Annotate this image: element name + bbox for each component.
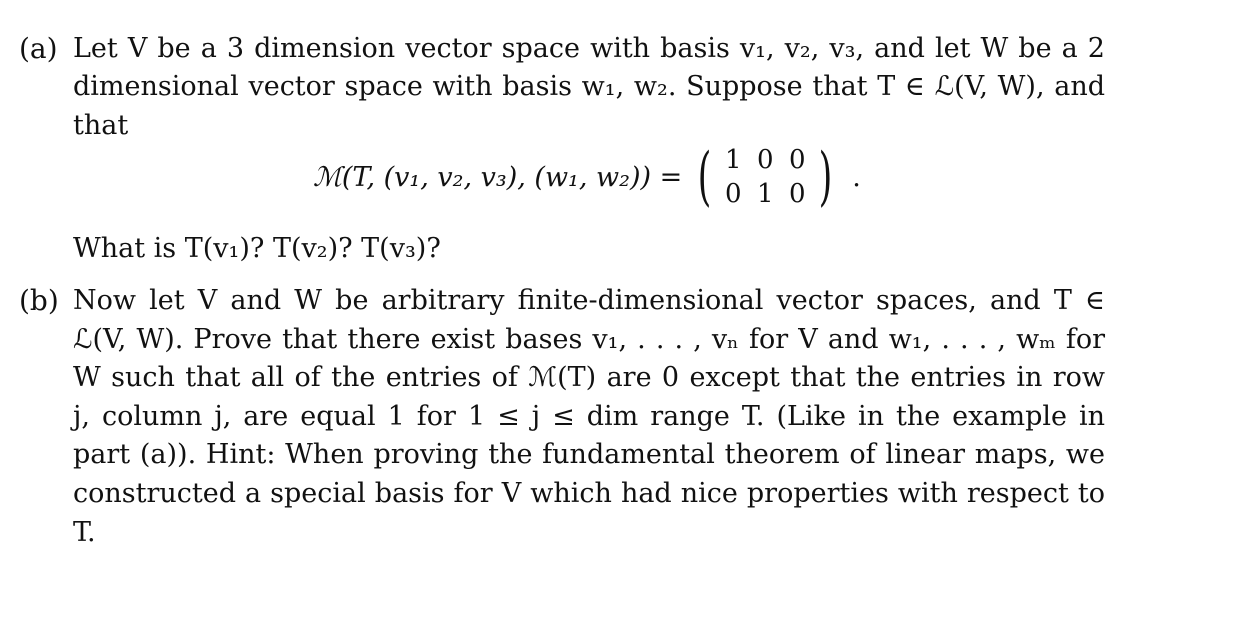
matrix-cell: 1 xyxy=(724,145,742,175)
matrix-cell: 1 xyxy=(756,179,774,209)
display-period: . xyxy=(852,161,861,193)
matrix-cell: 0 xyxy=(788,145,806,175)
right-paren: ) xyxy=(818,140,833,214)
matrix-cell: 0 xyxy=(756,145,774,175)
part-b-line-7: T. xyxy=(73,517,96,548)
part-a-line-1: Let V be a 3 dimension vector space with basis v₁, v₂, v₃, and let W be a 2 xyxy=(73,33,1105,64)
matrix xyxy=(692,141,838,213)
part-a-line-3: that xyxy=(73,110,129,141)
part-b-line-1: Now let V and W be arbitrary finite-dimensional vector spaces, and T ∈ xyxy=(73,285,1105,316)
matrix-cell: 0 xyxy=(724,179,742,209)
part-b-label: (b) xyxy=(19,284,59,317)
part-b-line-6: constructed a special basis for V which had nice properties with respect to xyxy=(73,478,1105,509)
part-a-line-2: dimensional vector space with basis w₁, w₂. Suppose that T ∈ ℒ(V, W), and xyxy=(73,71,1105,102)
left-paren: ( xyxy=(697,140,712,214)
display-equation xyxy=(313,141,861,213)
part-a-question: What is T(v₁)? T(v₂)? T(v₃)? xyxy=(73,233,441,264)
matrix-grid xyxy=(717,143,813,211)
part-b-line-3: W such that all of the entries of ℳ(T) are 0 except that the entries in row xyxy=(73,362,1105,393)
matrix-cell: 0 xyxy=(788,179,806,209)
part-a-label: (a) xyxy=(19,32,58,65)
part-b-line-2: ℒ(V, W). Prove that there exist bases v₁, . . . , vₙ for V and w₁, . . . , wₘ for xyxy=(73,324,1105,355)
part-b-line-5: part (a)). Hint: When proving the fundamental theorem of linear maps, we xyxy=(73,439,1105,470)
part-b-line-4: j, column j, are equal 1 for 1 ≤ j ≤ dim range T. (Like in the example in xyxy=(73,401,1105,432)
matrix-lhs: ℳ(T, (v₁, v₂, v₃), (w₁, w₂)) = xyxy=(313,161,683,193)
